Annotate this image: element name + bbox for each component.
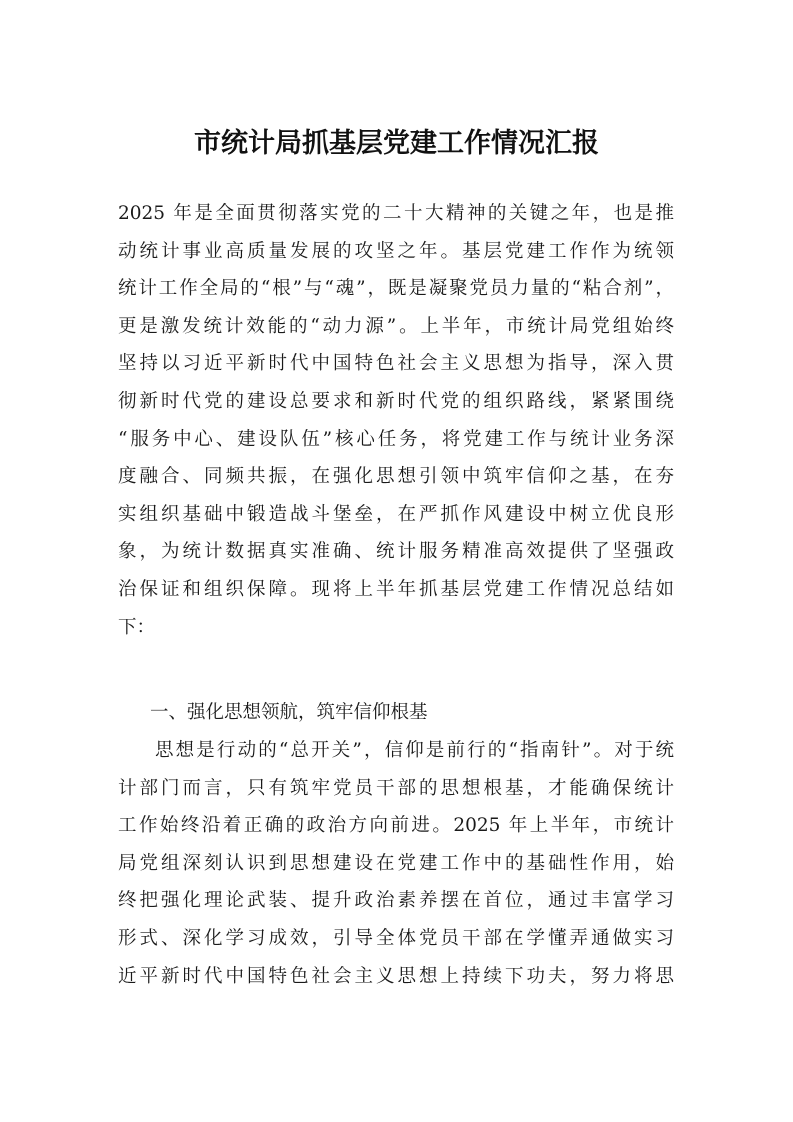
section1-line: 工作始终沿着正确的政治方向前进。2025 年上半年，市统计 [118,815,674,837]
section1-line: 近平新时代中国特色社会主义思想上持续下功夫，努力将思 [118,965,674,987]
intro-line: “服务中心、建设队伍”核心任务，将党建工作与统计业务深 [118,428,674,450]
intro-line: 象，为统计数据真实准确、统计服务精准高效提供了坚强政 [118,541,674,563]
intro-line: 度融合、同频共振，在强化思想引领中筑牢信仰之基，在夯 [118,466,674,488]
intro-line: 实组织基础中锻造战斗堡垒，在严抓作风建设中树立优良形 [118,503,674,525]
intro-line: 2025 年是全面贯彻落实党的二十大精神的关键之年，也是推 [118,203,674,224]
intro-line: 坚持以习近平新时代中国特色社会主义思想为指导，深入贯 [118,353,674,375]
document-title: 市统计局抓基层党建工作情况汇报 [194,128,599,159]
intro-line: 动统计事业高质量发展的攻坚之年。基层党建工作作为统领 [118,240,674,262]
intro-paragraph [118,195,674,646]
section1-line: 形式、深化学习成效，引导全体党员干部在学懂弄通做实习 [118,927,674,949]
section1-paragraph [118,732,674,995]
section1-line: 计部门而言，只有筑牢党员干部的思想根基，才能确保统计 [118,777,674,799]
section1-line: 思想是行动的“总开关”，信仰是前行的“指南针”。对于统 [155,740,674,761]
intro-line: 下： [118,616,156,638]
intro-line: 更是激发统计效能的“动力源”。上半年，市统计局党组始终 [118,315,674,337]
intro-line: 统计工作全局的“根”与“魂”，既是凝聚党员力量的“粘合剂”， [118,278,674,300]
section-heading: 一、强化思想领航，筑牢信仰根基 [150,702,428,723]
intro-line: 治保证和组织保障。现将上半年抓基层党建工作情况总结如 [118,578,674,600]
section1-line: 终把强化理论武装、提升政治素养摆在首位，通过丰富学习 [118,890,674,912]
intro-line: 彻新时代党的建设总要求和新时代党的组织路线，紧紧围绕 [118,390,674,412]
section1-line: 局党组深刻认识到思想建设在党建工作中的基础性作用，始 [118,852,674,874]
